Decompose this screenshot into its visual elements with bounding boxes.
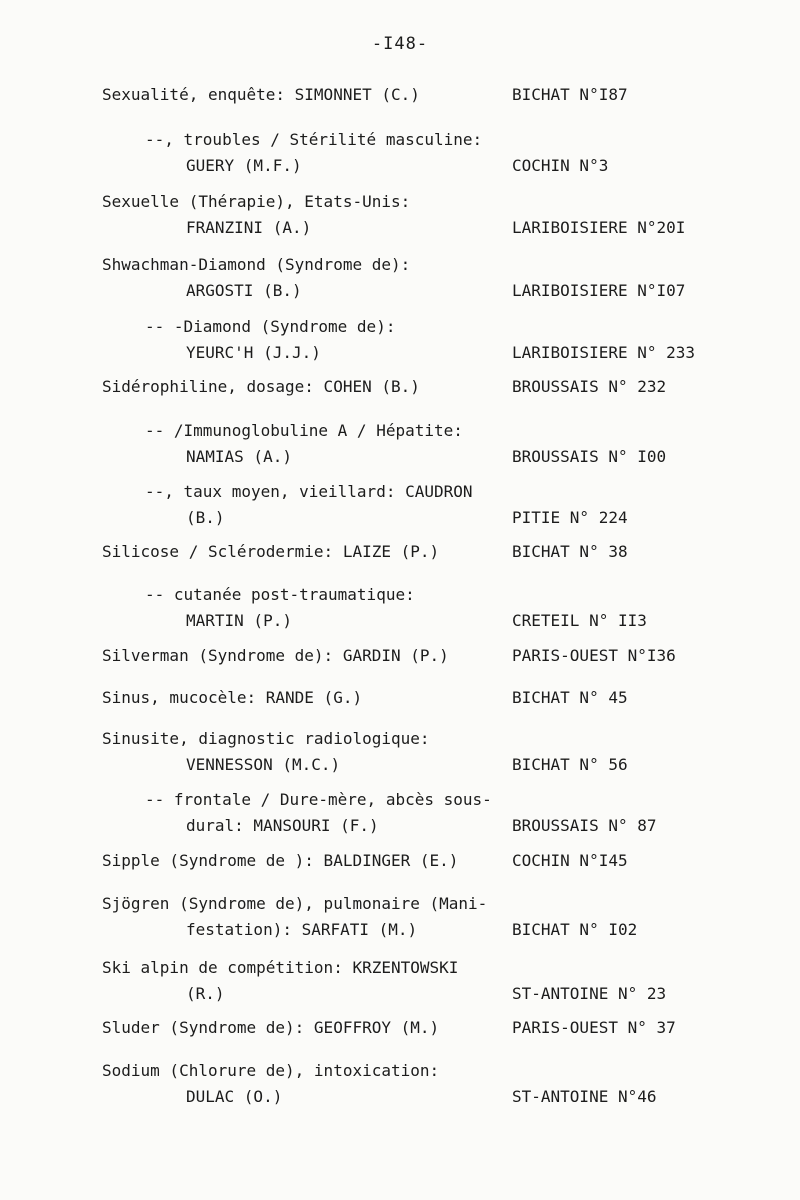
index-entry [0, 955, 800, 1007]
index-entry [0, 539, 800, 565]
entry-text: Sipple (Syndrome de ): BALDINGER (E.) [102, 851, 459, 870]
entry-text: Sexualité, enquête: SIMONNET (C.) [102, 85, 420, 104]
index-entry [0, 848, 800, 874]
entry-reference: LARIBOISIERE N°I07 [512, 281, 686, 300]
entry-reference: BICHAT N° 38 [512, 542, 628, 561]
index-entry [0, 891, 800, 943]
index-entry [0, 582, 800, 634]
entry-text-continuation: MARTIN (P.) [186, 611, 292, 630]
entry-reference: LARIBOISIERE N°20I [512, 218, 686, 237]
entry-reference: PARIS-OUEST N° 37 [512, 1018, 676, 1037]
entry-text-continuation: FRANZINI (A.) [186, 218, 312, 237]
index-entry [0, 685, 800, 711]
entry-text: Sexuelle (Thérapie), Etats-Unis: [102, 192, 411, 211]
entry-text: Sjögren (Syndrome de), pulmonaire (Mani- [102, 894, 488, 913]
entry-text: Ski alpin de compétition: KRZENTOWSKI [102, 958, 459, 977]
entry-reference: LARIBOISIERE N° 233 [512, 343, 696, 362]
entry-text: Silverman (Syndrome de): GARDIN (P.) [102, 646, 449, 665]
entry-reference: CRETEIL N° II3 [512, 611, 647, 630]
entry-reference: COCHIN N°3 [512, 156, 609, 175]
entry-reference: COCHIN N°I45 [512, 851, 628, 870]
index-entry [0, 1015, 800, 1041]
entry-text: -- /Immunoglobuline A / Hépatite: [145, 421, 463, 440]
entry-reference: BICHAT N° 45 [512, 688, 628, 707]
entry-text: Sodium (Chlorure de), intoxication: [102, 1061, 440, 1080]
entry-reference: ST-ANTOINE N°46 [512, 1087, 657, 1106]
page-number: -I48- [371, 34, 429, 54]
entry-reference: PARIS-OUEST N°I36 [512, 646, 676, 665]
entry-text-continuation: ARGOSTI (B.) [186, 281, 302, 300]
index-entry [0, 374, 800, 400]
index-entry [0, 82, 800, 108]
entry-text: -- -Diamond (Syndrome de): [145, 317, 396, 336]
entry-reference: BICHAT N°I87 [512, 85, 628, 104]
entry-text: -- cutanée post-traumatique: [145, 585, 415, 604]
index-entry [0, 726, 800, 778]
entry-text: Shwachman-Diamond (Syndrome de): [102, 255, 411, 274]
entry-text: Sinus, mucocèle: RANDE (G.) [102, 688, 363, 707]
index-entry [0, 643, 800, 669]
index-entry [0, 252, 800, 304]
entry-reference: BROUSSAIS N° 87 [512, 816, 657, 835]
entry-text: --, taux moyen, vieillard: CAUDRON [145, 482, 473, 501]
entry-text-continuation: festation): SARFATI (M.) [186, 920, 418, 939]
index-entry [0, 314, 800, 366]
entry-text-continuation: (R.) [186, 984, 225, 1003]
index-entry [0, 189, 800, 241]
entry-text-continuation: YEURC'H (J.J.) [186, 343, 321, 362]
entry-text-continuation: GUERY (M.F.) [186, 156, 302, 175]
index-entry [0, 127, 800, 179]
entry-text-continuation: (B.) [186, 508, 225, 527]
entry-reference: BROUSSAIS N° 232 [512, 377, 667, 396]
entry-text-continuation: NAMIAS (A.) [186, 447, 292, 466]
index-entry [0, 418, 800, 470]
entry-text: --, troubles / Stérilité masculine: [145, 130, 483, 149]
entry-reference: BICHAT N° I02 [512, 920, 638, 939]
entry-text-continuation: VENNESSON (M.C.) [186, 755, 341, 774]
index-entry [0, 1058, 800, 1110]
index-entry [0, 787, 800, 839]
entry-text: Silicose / Sclérodermie: LAIZE (P.) [102, 542, 440, 561]
entry-reference: PITIE N° 224 [512, 508, 628, 527]
entry-text: Sinusite, diagnostic radiologique: [102, 729, 430, 748]
entry-text: Sidérophiline, dosage: COHEN (B.) [102, 377, 420, 396]
entry-text: -- frontale / Dure-mère, abcès sous- [145, 790, 492, 809]
entry-text: Sluder (Syndrome de): GEOFFROY (M.) [102, 1018, 440, 1037]
index-entry [0, 479, 800, 531]
entry-reference: ST-ANTOINE N° 23 [512, 984, 667, 1003]
entry-reference: BICHAT N° 56 [512, 755, 628, 774]
entry-text-continuation: dural: MANSOURI (F.) [186, 816, 379, 835]
entry-reference: BROUSSAIS N° I00 [512, 447, 667, 466]
entry-text-continuation: DULAC (O.) [186, 1087, 283, 1106]
